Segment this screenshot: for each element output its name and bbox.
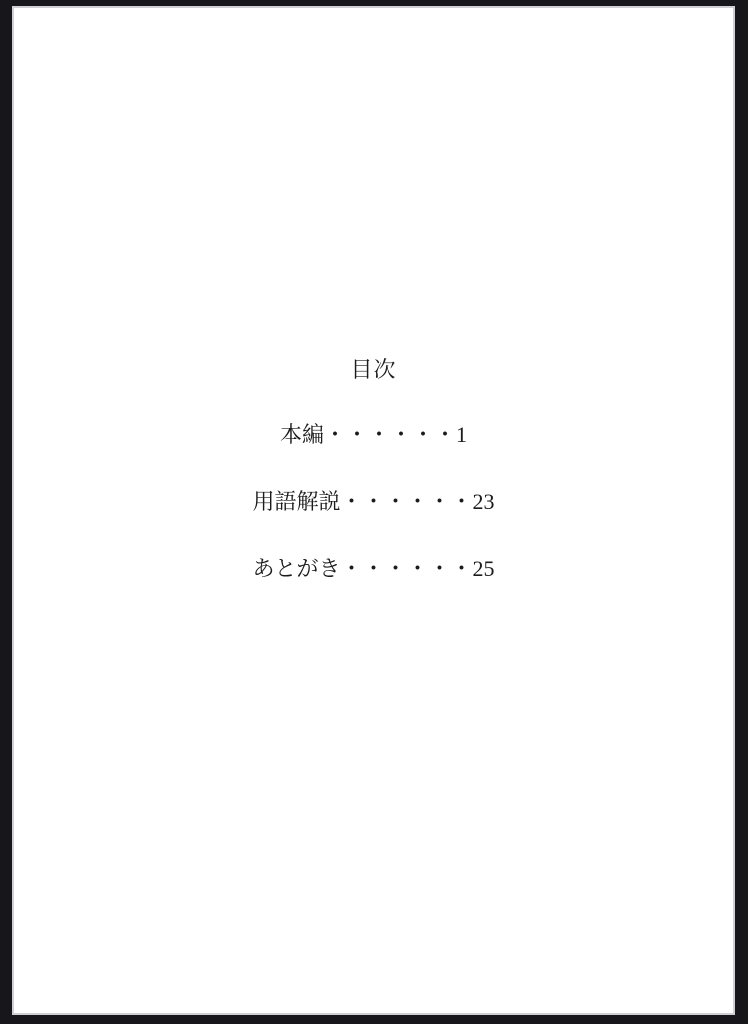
toc-entry-page-number: 1: [456, 422, 468, 447]
toc-entry-dots: ・・・・・・: [340, 489, 473, 514]
table-of-contents: [14, 357, 733, 623]
toc-entry: [14, 489, 733, 514]
toc-entry-page-number: 23: [472, 489, 495, 514]
toc-entry-label: 用語解説: [252, 489, 341, 514]
document-page: [12, 6, 735, 1015]
toc-entry-dots: ・・・・・・: [340, 556, 473, 581]
toc-title: 目次: [350, 357, 397, 382]
toc-entry-dots: ・・・・・・: [324, 422, 457, 447]
toc-entry: [14, 422, 733, 447]
toc-entry-page-number: 25: [472, 556, 495, 581]
toc-entry-label: 本編: [279, 422, 324, 447]
toc-entry: [14, 556, 733, 581]
toc-entry-label: あとがき: [252, 556, 341, 581]
